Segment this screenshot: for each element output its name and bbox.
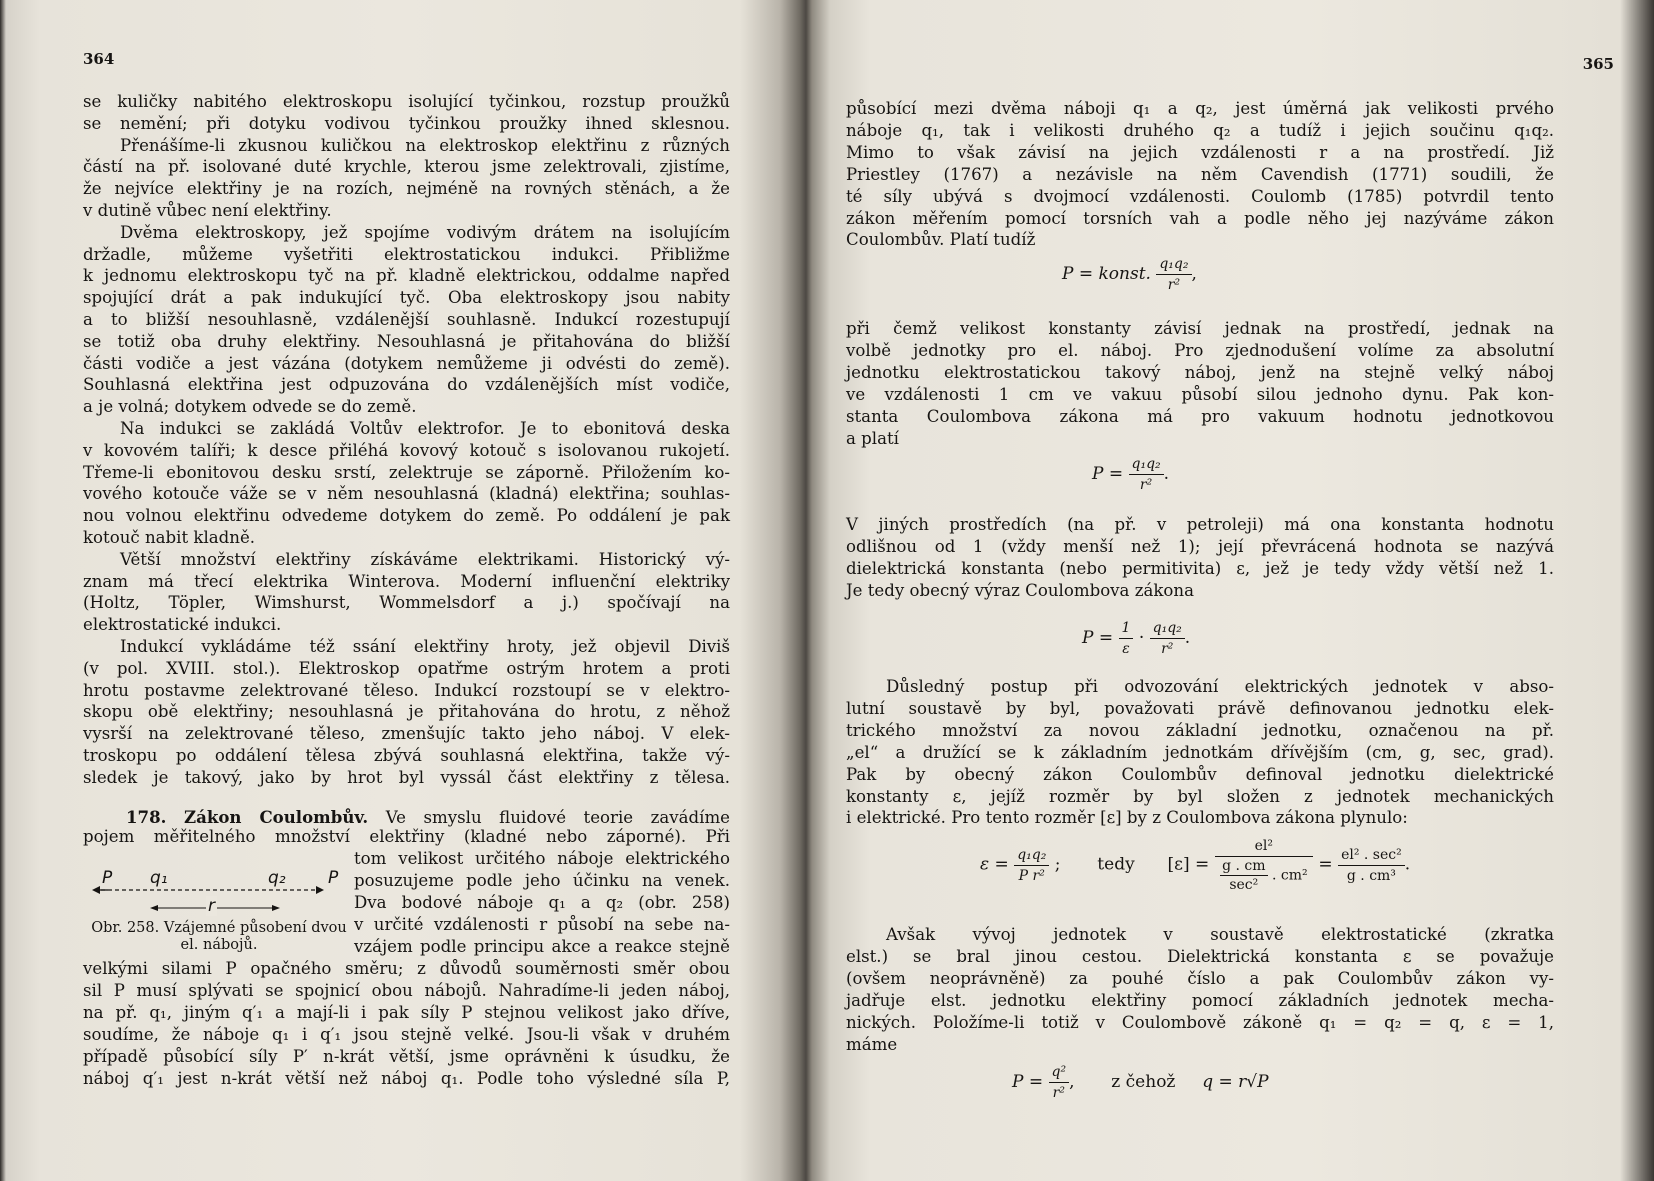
text-line: lutní soustavě by byl, považovati právě definovanou jednotku elek- bbox=[846, 698, 1554, 718]
text-line: a platí bbox=[846, 428, 899, 448]
section-text-line: sil P musí splývati se spojnicí obou nábojů. Nahradíme-li jeden náboj, bbox=[83, 981, 730, 1000]
text-line: volbě jednotky pro el. náboj. Pro zjednodušení volíme za absolutní bbox=[846, 340, 1554, 360]
text-line: (v pol. XVIII. stol.). Elektroskop opatřme ostrým hrotem a proti bbox=[83, 658, 730, 678]
fraction-numerator: q₁q₂ bbox=[1150, 618, 1185, 639]
fraction-denominator bbox=[1215, 857, 1313, 894]
right-page bbox=[806, 0, 1654, 1181]
fraction-numerator: q₁q₂ bbox=[1129, 454, 1164, 475]
text-line: kotouč nabit kladně. bbox=[83, 528, 256, 547]
compound-fraction bbox=[1215, 836, 1313, 894]
formula-lhs: P = konst. bbox=[1062, 264, 1151, 284]
figure-label-force-right: P bbox=[328, 868, 339, 888]
text-line: Avšak vývoj jednotek v soustavě elektrostatické (zkratka bbox=[886, 925, 1554, 944]
text-line: při čemž velikost konstanty závisí jednak na prostředí, jednak na bbox=[846, 319, 1554, 338]
text-line: (Holtz, Töpler, Wimshurst, Wommelsdorf a j.) spočívají na bbox=[83, 593, 730, 613]
text-line: Mimo to však závisí na jejich vzdálenosti r a na prostředí. Již bbox=[846, 142, 1554, 162]
text-line: konstanty ε, jejíž rozměr by byl složen z jednotek mechanických bbox=[846, 786, 1554, 806]
page-number: 364 bbox=[83, 50, 115, 68]
text-line: v dutině vůbec není elektřiny. bbox=[83, 201, 332, 220]
text-line: elst.) se bral jinou cestou. Dielektrická konstanta ε se považuje bbox=[846, 946, 1554, 966]
text-line: nou volnou elektřinu odvedeme dotykem do země. Po oddálení je pak bbox=[83, 506, 730, 526]
fraction bbox=[1049, 1062, 1070, 1103]
text-line: Je tedy obecný výraz Coulombova zákona bbox=[846, 580, 1194, 600]
text-line: nických. Položíme-li totiž v Coulombově zákoně q₁ = q₂ = q, ε = 1, bbox=[846, 1012, 1554, 1032]
text-line: k jednomu elektroskopu tyč na př. kladně elektrickou, oddalme napřed bbox=[83, 266, 730, 286]
section-text-line: v určité vzdálenosti r působí na sebe na- bbox=[354, 915, 730, 934]
section-text: Ve smyslu fluidové teorie zavádíme bbox=[385, 808, 731, 827]
text-line: i elektrické. Pro tento rozměr [ε] by z Coulombova zákona plynulo: bbox=[846, 808, 1408, 828]
text-line: Indukcí vykládáme též ssání elektřiny hroty, jež objevil Diviš bbox=[120, 637, 730, 656]
left-page bbox=[0, 0, 800, 1181]
formula-separator: ; bbox=[1054, 854, 1061, 875]
fraction-numerator: el² . sec² bbox=[1338, 845, 1405, 866]
fraction-numerator: el² bbox=[1215, 836, 1313, 857]
text-line: „el“ a družící se k základním jednotkám dřívějším (cm, g, sec, grad). bbox=[846, 742, 1554, 762]
section-title: Zákon Coulombův. bbox=[183, 807, 369, 827]
fraction-denominator: r² bbox=[1161, 641, 1174, 657]
fraction-denominator: ε bbox=[1122, 641, 1130, 657]
text-line: Přenášíme-li zkusnou kuličkou na elektroskop elektřinu z různých bbox=[120, 135, 730, 155]
text-line: vového kotouče váže se v něm nesouhlasná (kladná) elektřina; souhlas- bbox=[83, 484, 730, 504]
formula-coulomb-general bbox=[1082, 618, 1190, 659]
formula-lhs: P = bbox=[1092, 464, 1124, 484]
formula-tail: , bbox=[1069, 1072, 1075, 1092]
text-line: náboje q₁, tak i velikosti druhého q₂ a tudíž i jejich součinu q₁q₂. bbox=[846, 120, 1554, 140]
text-line: se nemění; při dotyku vodivou tyčinkou proužky ihned sklesnou. bbox=[83, 113, 730, 133]
figure-label-force-left: P bbox=[102, 868, 113, 888]
fraction-denominator: r² bbox=[1139, 477, 1153, 493]
fraction-denominator: g . cm³ bbox=[1346, 867, 1396, 884]
charges-diagram bbox=[88, 872, 350, 922]
figure-label-charge-1: q₁ bbox=[150, 868, 168, 888]
text-line: působící mezi dvěma náboji q₁ a q₂, jest úměrná jak velikosti prvého bbox=[846, 99, 1554, 118]
formula-tail: . bbox=[1404, 854, 1411, 875]
text-line: části vodiče a jest vázána (dotykem nemůžeme ji odvésti do země). bbox=[83, 353, 730, 373]
text-line: v kovovém talíři; k desce přiléhá kovový kotouč s isolovanou rukojetí. bbox=[83, 440, 730, 460]
text-line: částí na př. isolované duté krychle, kterou jsme zelektrovali, zjistíme, bbox=[83, 157, 730, 177]
text-line: znam má třecí elektrika Winterova. Moderní influenční elektriky bbox=[83, 571, 730, 591]
section-number: 178. bbox=[126, 807, 167, 827]
text-line: a je volná; dotykem odvede se do země. bbox=[83, 397, 417, 417]
sub-numerator: g . cm bbox=[1222, 858, 1266, 874]
text-line: (ovšem neoprávněně) za pouhé číslo a pak Coulombův zákon vy- bbox=[846, 968, 1554, 988]
fraction-numerator: q₁q₂ bbox=[1156, 254, 1191, 275]
text-line: skopu obě elektřiny; nesouhlasná je přitahována do hrotu, z něhož bbox=[83, 702, 730, 722]
formula-tedy: tedy bbox=[1097, 854, 1135, 875]
fraction-numerator: q₁q₂ bbox=[1014, 845, 1049, 866]
fraction bbox=[1129, 454, 1164, 495]
fraction-denominator: r² bbox=[1167, 277, 1181, 293]
fraction bbox=[1014, 845, 1049, 886]
sub-denominator: sec² bbox=[1229, 877, 1259, 893]
fraction-epsilon bbox=[1119, 618, 1134, 659]
formula-tail: , bbox=[1191, 264, 1197, 284]
text-line: dielektrická konstanta (nebo permitivita) ε, jež je tedy vždy větší než 1. bbox=[846, 558, 1554, 578]
section-text-line: náboj q′₁ jest n-krát větší než náboj q₁. Podle toho výsledné síla P, bbox=[83, 1069, 730, 1088]
text-line: trického množství za novou základní jednotku, označenou na př. bbox=[846, 720, 1554, 740]
fraction-result bbox=[1338, 845, 1405, 886]
text-line: spojující drát a pak indukující tyč. Oba elektroskopy jsou nabity bbox=[83, 288, 730, 308]
figure-label-distance: r bbox=[208, 896, 215, 916]
section-text-line: Dva bodové náboje q₁ a q₂ (obr. 258) bbox=[354, 893, 730, 912]
text-line: držadle, můžeme vyšetřiti elektrostatickou indukci. Přibližme bbox=[83, 244, 730, 264]
text-line: stanta Coulombova zákona má pro vakuum hodnotu jednotkovou bbox=[846, 406, 1554, 426]
section-text-line: vzájem podle principu akce a reakce stejně bbox=[354, 937, 730, 956]
fraction-denominator: P r² bbox=[1018, 867, 1045, 884]
formula-tail: . bbox=[1163, 464, 1170, 484]
section-text-line: tom velikost určitého náboje elektrického bbox=[354, 849, 730, 868]
fraction bbox=[1156, 254, 1191, 295]
text-line: Coulombův. Platí tudíž bbox=[846, 230, 1036, 250]
text-line: Priestley (1767) a nezávisle na něm Cavendish (1771) soudili, že bbox=[846, 164, 1554, 184]
formula-result: q = r√P bbox=[1202, 1072, 1269, 1092]
text-line: té síly ubývá s dvojmocí vzdálenosti. Coulomb (1785) potvrdil tento bbox=[846, 186, 1554, 206]
formula-eps: ε = bbox=[980, 854, 1009, 875]
text-line: jednotku elektrostatickou takový náboj, jenž na stejně velký náboj bbox=[846, 362, 1554, 382]
formula-bracket: [ε] = bbox=[1167, 854, 1210, 875]
section-text-line: na př. q₁, jiným q′₁ a mají-li i pak síly P stejnou velikost jako dříve, bbox=[83, 1003, 730, 1022]
sub-factor: . cm² bbox=[1271, 867, 1308, 884]
text-line: Souhlasná elektřina jest odpuzována do vzdálenějších míst vodiče, bbox=[83, 375, 730, 395]
text-line: elektrostatické indukci. bbox=[83, 615, 282, 635]
text-line: troskopu po oddálení tělesa zbývá souhlasná elektřina, takže vý- bbox=[83, 746, 730, 765]
formula-coulomb-konst bbox=[1062, 254, 1197, 295]
fraction-numerator: 1 bbox=[1119, 618, 1134, 639]
section-text-line: pojem měřitelného množství elektřiny (kladné nebo záporné). Při bbox=[83, 827, 730, 846]
text-line: odlišnou od 1 (vždy menší než 1); její převrácená hodnota se nazývá bbox=[846, 536, 1554, 556]
formula-lhs: P = bbox=[1012, 1072, 1044, 1092]
distance-arrow-right-icon bbox=[272, 905, 280, 911]
section-text-line: velkými silami P opačného směru; z důvodů souměrnosti směr obou bbox=[83, 959, 730, 978]
fraction-numerator: q² bbox=[1049, 1062, 1070, 1083]
fraction-charges bbox=[1150, 618, 1185, 659]
arrow-right-icon bbox=[316, 886, 324, 894]
formula-tail: . bbox=[1184, 628, 1191, 648]
section-text-line: případě působící síly P′ n-krát větší, jsme oprávněni k úsudku, že bbox=[83, 1047, 730, 1066]
fraction-denominator: r² bbox=[1052, 1085, 1065, 1101]
figure-caption: Obr. 258. Vzájemné působení dvou el. nábojů. bbox=[91, 920, 347, 953]
text-line: Dvěma elektroskopy, jež spojíme vodivým drátem na isolujícím bbox=[120, 222, 730, 242]
formula-lhs: P = bbox=[1082, 628, 1114, 648]
distance-arrow-left-icon bbox=[150, 905, 158, 911]
text-line: se totiž oba druhy elektřiny. Nesouhlasná je přitahována do bližší bbox=[83, 331, 730, 351]
text-line: sledek je takový, jako by hrot byl vyssál část elektřiny z tělesa. bbox=[83, 767, 730, 787]
text-line: Na indukci se zakládá Voltův elektrofor. Je to ebonitová deska bbox=[120, 419, 730, 438]
formula-dot: · bbox=[1138, 628, 1145, 648]
formula-dimension bbox=[980, 836, 1460, 894]
text-line: vysrší na zelektrované těleso, zmenšujíc takto jeho náboj. V elek- bbox=[83, 724, 730, 744]
figure-258 bbox=[88, 868, 350, 972]
formula-unit-charge bbox=[1012, 1062, 1269, 1103]
figure-label-charge-2: q₂ bbox=[268, 868, 286, 888]
text-line: že nejvíce elektřiny je na rozích, nejméně na rovných stěnách, a že bbox=[83, 179, 730, 199]
text-line: ve vzdálenosti 1 cm ve vakuu působí silou jednoho dynu. Pak kon- bbox=[846, 384, 1554, 404]
text-line: Důsledný postup při odvozování elektrických jednotek v abso- bbox=[886, 677, 1554, 696]
section-text-line: soudíme, že náboje q₁ i q′₁ jsou stejně velké. Jsou-li však v druhém bbox=[83, 1025, 730, 1044]
page-number: 365 bbox=[1582, 55, 1614, 73]
formula-coulomb-vacuum bbox=[1092, 454, 1169, 495]
text-line: Pak by obecný zákon Coulombův definoval jednotku dielektrické bbox=[846, 764, 1554, 784]
text-line: se kuličky nabitého elektroskopu isolující tyčinkou, rozstup proužků bbox=[83, 92, 730, 111]
text-line: jadřuje elst. jednotku elektřiny pomocí základních jednotek mecha- bbox=[846, 990, 1554, 1010]
formula-eq: = bbox=[1318, 854, 1333, 875]
text-line: V jiných prostředích (na př. v petroleji) má ona konstanta hodnotu bbox=[846, 515, 1554, 534]
text-line: hrotu postavme zelektrované těleso. Indukcí rozstoupí se v elektro- bbox=[83, 680, 730, 700]
text-line: Třeme-li ebonitovou desku srstí, zelektruje se záporně. Přiložením ko- bbox=[83, 462, 730, 482]
text-line: Větší množství elektřiny získáváme elektrikami. Historický vý- bbox=[120, 549, 730, 569]
formula-then: z čehož bbox=[1111, 1072, 1176, 1092]
text-line: a to bližší nesouhlasně, vzdálenější souhlasně. Indukcí rozestupují bbox=[83, 310, 730, 329]
text-line: zákon měřením pomocí torsních vah a podle něho jej nazýváme zákon bbox=[846, 208, 1554, 228]
text-line: máme bbox=[846, 1034, 898, 1054]
section-text-line: posuzujeme podle jeho účinku na venek. bbox=[354, 871, 730, 890]
arrow-left-icon bbox=[92, 886, 100, 894]
